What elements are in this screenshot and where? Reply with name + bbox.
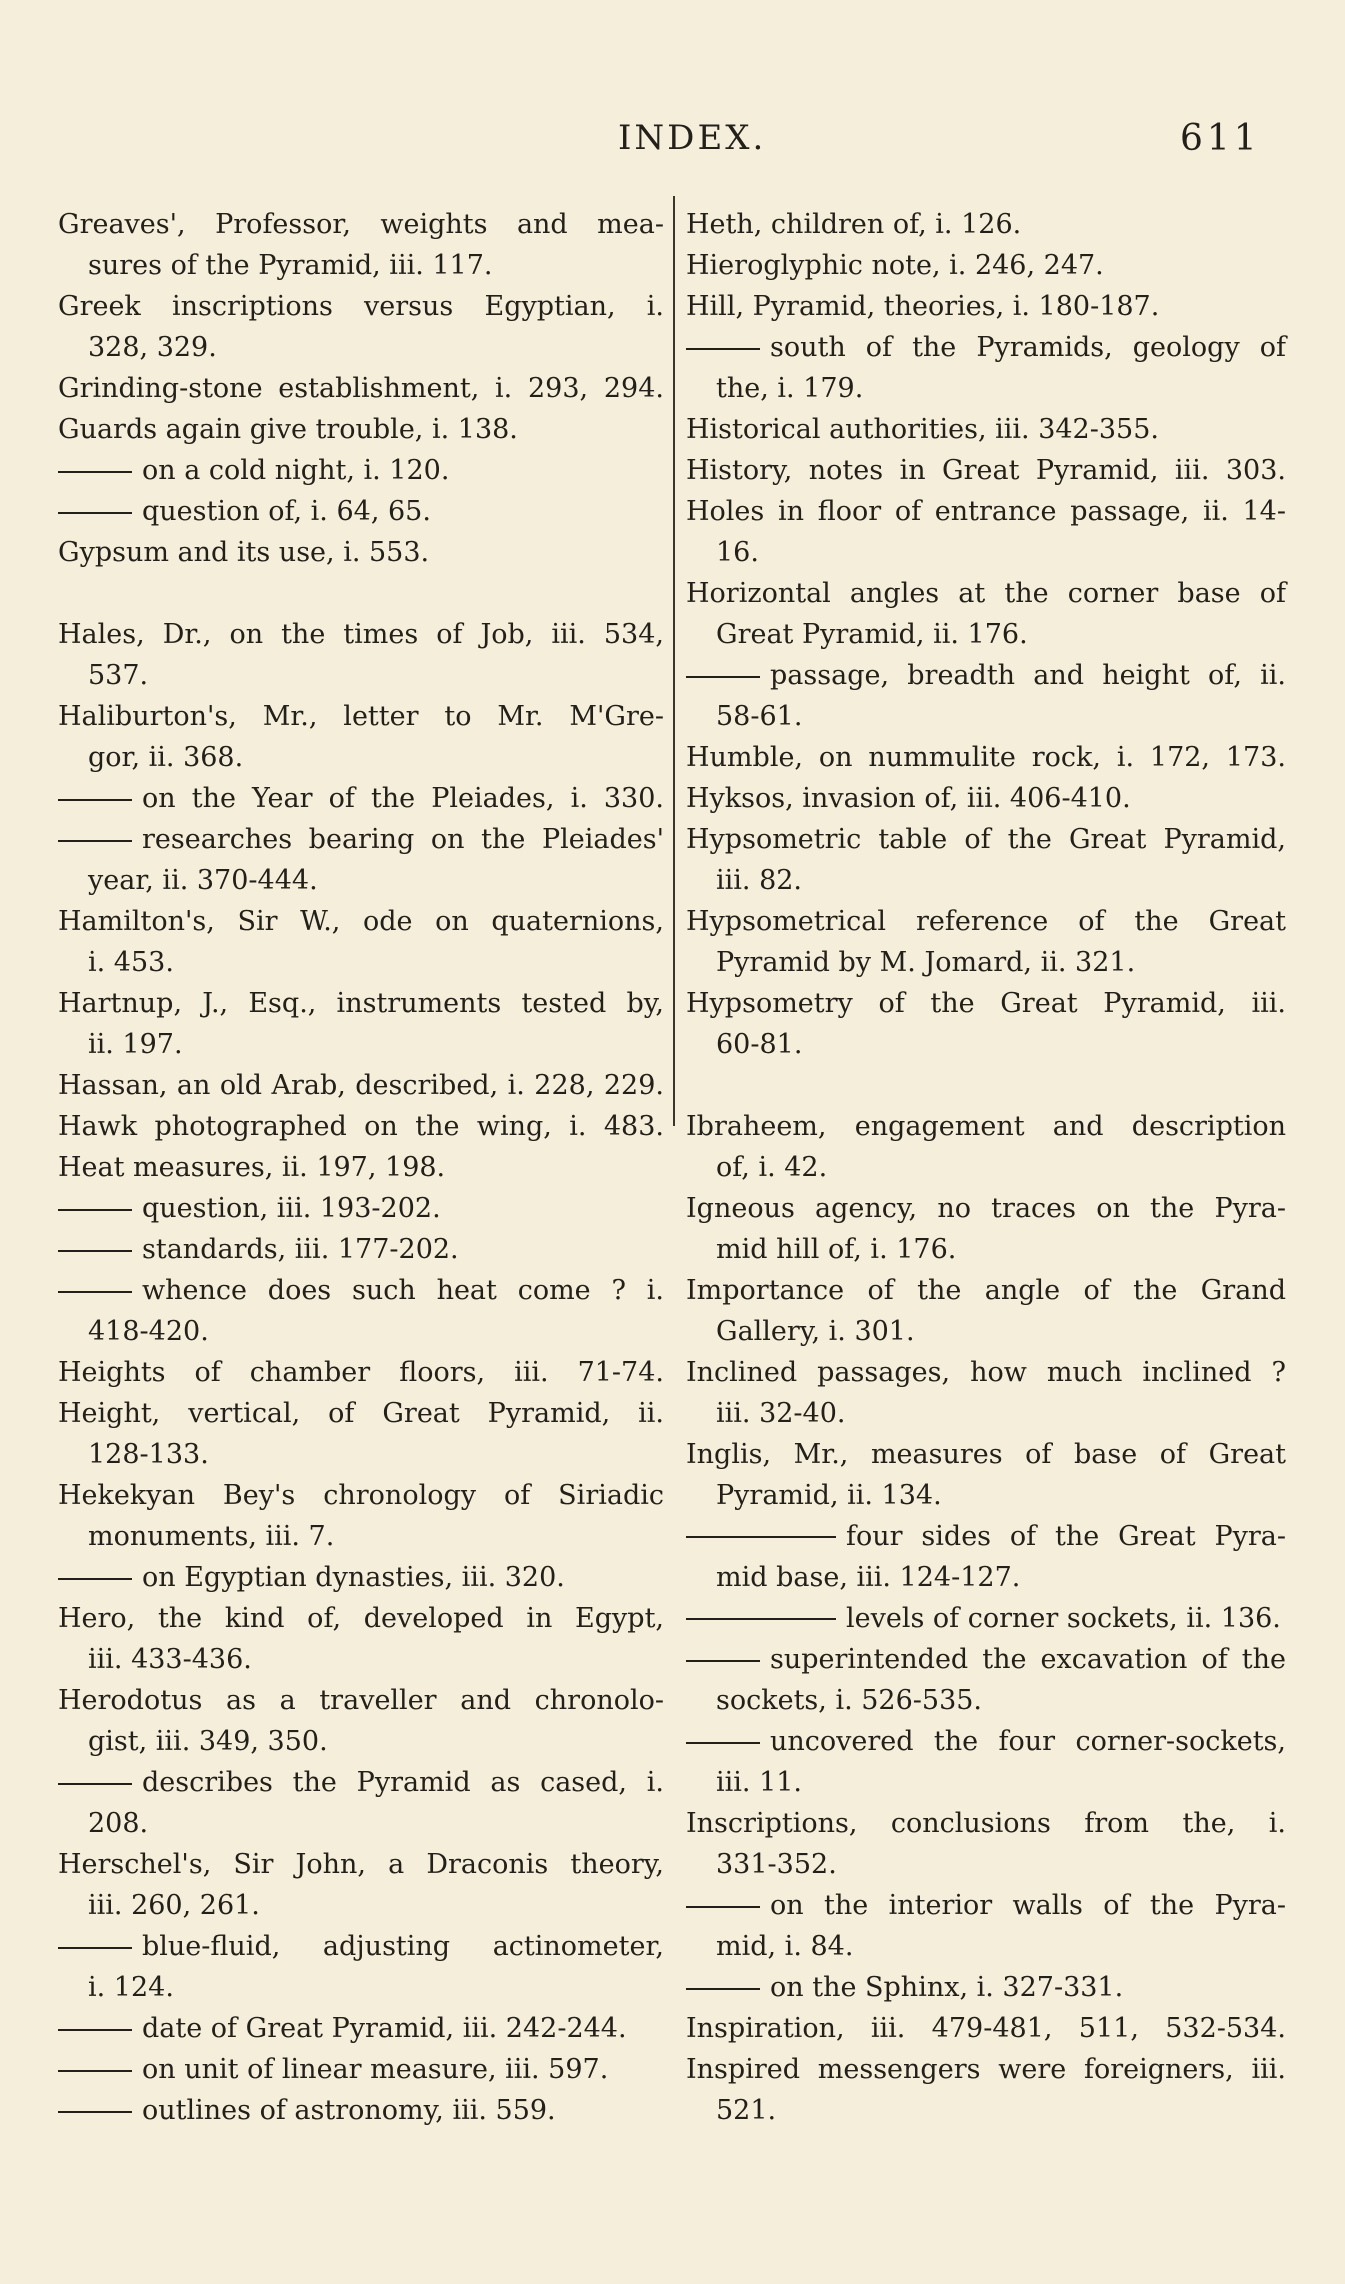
- index-subentry: [58, 778, 664, 819]
- ditto-dash: [58, 512, 132, 514]
- index-line: gor, ii. 368.: [88, 742, 244, 773]
- index-line: mid, i. 84.: [716, 1931, 854, 1962]
- right-column: [686, 204, 1286, 2131]
- index-line: on the interior walls of the Pyra-: [770, 1890, 1286, 1921]
- ditto-dash: [686, 676, 760, 678]
- index-line: gist, iii. 349, 350.: [88, 1726, 328, 1757]
- index-line: Gypsum and its use, i. 553.: [58, 537, 430, 568]
- index-subentry: [58, 1229, 664, 1270]
- index-subentry: [686, 1516, 1286, 1557]
- index-line: ii. 197.: [88, 1029, 183, 1060]
- index-line: levels of corner sockets, ii. 136.: [846, 1603, 1281, 1634]
- index-line: Hassan, an old Arab, described, i. 228, 229.: [58, 1070, 664, 1101]
- index-line: on a cold night, i. 120.: [142, 455, 450, 486]
- index-line: Holes in floor of entrance passage, ii. 14-: [686, 496, 1286, 527]
- index-line: 128-133.: [88, 1439, 209, 1470]
- index-line: south of the Pyramids, geology of: [770, 332, 1286, 363]
- index-line: Herodotus as a traveller and chronolo-: [58, 1685, 664, 1716]
- index-line: superintended the excavation of the: [770, 1644, 1286, 1675]
- index-subentry: [58, 2008, 664, 2049]
- index-line: i. 453.: [88, 947, 174, 978]
- index-line: iii. 32-40.: [716, 1398, 846, 1429]
- index-line: 16.: [716, 537, 759, 568]
- ditto-dash: [58, 1291, 132, 1293]
- index-line: 418-420.: [88, 1316, 209, 1347]
- ditto-dash: [686, 1660, 760, 1662]
- index-line: uncovered the four corner-sockets,: [770, 1726, 1286, 1757]
- index-line: 537.: [88, 660, 149, 691]
- section-gap: [686, 1065, 1286, 1106]
- index-line: Ibraheem, engagement and description: [686, 1111, 1286, 1142]
- ditto-dash: [58, 799, 132, 801]
- index-line: the, i. 179.: [716, 373, 864, 404]
- index-line: on Egyptian dynasties, iii. 320.: [142, 1562, 565, 1593]
- index-subentry: [58, 491, 664, 532]
- index-line: iii. 11.: [716, 1767, 803, 1798]
- ditto-dash: [58, 471, 132, 473]
- ditto-dash: [58, 2111, 132, 2113]
- index-line: 208.: [88, 1808, 149, 1839]
- index-line: blue-fluid, adjusting actinometer,: [142, 1931, 664, 1962]
- index-line: Great Pyramid, ii. 176.: [716, 619, 1028, 650]
- index-line: of, i. 42.: [716, 1152, 828, 1183]
- index-line: 328, 329.: [88, 332, 217, 363]
- index-subentry: [686, 1885, 1286, 1926]
- index-line: 58-61.: [716, 701, 803, 732]
- index-line: Hyksos, invasion of, iii. 406-410.: [686, 783, 1131, 814]
- index-line: Haliburton's, Mr., letter to Mr. M'Gre-: [58, 701, 664, 732]
- ditto-dash: [58, 1783, 132, 1785]
- index-line: researches bearing on the Pleiades': [142, 824, 664, 855]
- ditto-dash: [58, 1947, 132, 1949]
- index-line: sures of the Pyramid, iii. 117.: [88, 250, 493, 281]
- ditto-dash: [58, 1578, 132, 1580]
- ditto-dash: [58, 840, 132, 842]
- index-subentry: [686, 1598, 1286, 1639]
- page-header: [0, 118, 1345, 166]
- ditto-dash: [58, 2029, 132, 2031]
- index-line: Inglis, Mr., measures of base of Great: [686, 1439, 1286, 1470]
- ditto-dash: [686, 348, 760, 350]
- index-line: on the Sphinx, i. 327-331.: [770, 1972, 1124, 2003]
- index-subentry: [58, 1926, 664, 1967]
- index-line: Historical authorities, iii. 342-355.: [686, 414, 1159, 445]
- index-subentry: [686, 1721, 1286, 1762]
- index-line: Hypsometrical reference of the Great: [686, 906, 1286, 937]
- ditto-dash: [58, 1250, 132, 1252]
- index-line: Greaves', Professor, weights and mea-: [58, 209, 664, 240]
- index-line: question, iii. 193-202.: [142, 1193, 441, 1224]
- ditto-dash: [686, 1988, 760, 1990]
- index-line: Greek inscriptions versus Egyptian, i.: [58, 291, 664, 322]
- index-line: Hypsometry of the Great Pyramid, iii.: [686, 988, 1286, 1019]
- index-line: Hales, Dr., on the times of Job, iii. 534,: [58, 619, 664, 650]
- index-line: Hill, Pyramid, theories, i. 180-187.: [686, 291, 1160, 322]
- index-subentry: [58, 450, 664, 491]
- index-line: iii. 260, 261.: [88, 1890, 260, 1921]
- index-line: Hawk photographed on the wing, i. 483.: [58, 1111, 664, 1142]
- double-ditto-dash: [686, 1618, 836, 1622]
- index-subentry: [58, 2049, 664, 2090]
- index-subentry: [58, 1188, 664, 1229]
- ditto-dash: [686, 1906, 760, 1908]
- index-line: Inclined passages, how much inclined ?: [686, 1357, 1286, 1388]
- index-line: Inspired messengers were foreigners, iii.: [686, 2054, 1286, 2085]
- running-title: INDEX.: [618, 118, 767, 158]
- ditto-dash: [686, 1742, 760, 1744]
- index-line: 60-81.: [716, 1029, 803, 1060]
- index-line: i. 124.: [88, 1972, 174, 2003]
- index-line: Hekekyan Bey's chronology of Siriadic: [58, 1480, 664, 1511]
- section-gap: [58, 573, 664, 614]
- index-line: Igneous agency, no traces on the Pyra-: [686, 1193, 1286, 1224]
- index-line: Pyramid by M. Jomard, ii. 321.: [716, 947, 1136, 978]
- index-line: Gallery, i. 301.: [716, 1316, 915, 1347]
- left-column: [58, 204, 664, 2131]
- index-line: four sides of the Great Pyra-: [846, 1521, 1286, 1552]
- index-line: describes the Pyramid as cased, i.: [142, 1767, 664, 1798]
- page-number: 611: [1180, 118, 1261, 159]
- index-subentry: [58, 819, 664, 860]
- index-line: mid base, iii. 124-127.: [716, 1562, 1021, 1593]
- index-line: Hamilton's, Sir W., ode on quaternions,: [58, 906, 664, 937]
- index-line: Importance of the angle of the Grand: [686, 1275, 1286, 1306]
- index-subentry: [58, 1557, 664, 1598]
- index-line: Herschel's, Sir John, a Draconis theory,: [58, 1849, 664, 1880]
- index-line: Grinding-stone establishment, i. 293, 294.: [58, 373, 664, 404]
- index-line: date of Great Pyramid, iii. 242-244.: [142, 2013, 627, 2044]
- index-line: iii. 433-436.: [88, 1644, 252, 1675]
- index-line: 521.: [716, 2095, 777, 2126]
- index-line: sockets, i. 526-535.: [716, 1685, 983, 1716]
- index-line: Height, vertical, of Great Pyramid, ii.: [58, 1398, 664, 1429]
- index-line: Inscriptions, conclusions from the, i.: [686, 1808, 1286, 1839]
- index-subentry: [58, 1270, 664, 1311]
- index-line: Guards again give trouble, i. 138.: [58, 414, 518, 445]
- index-subentry: [686, 1639, 1286, 1680]
- index-line: Inspiration, iii. 479-481, 511, 532-534.: [686, 2013, 1286, 2044]
- index-subentry: [58, 1762, 664, 1803]
- index-line: standards, iii. 177-202.: [142, 1234, 459, 1265]
- index-line: Heth, children of, i. 126.: [686, 209, 1022, 240]
- index-line: Humble, on nummulite rock, i. 172, 173.: [686, 742, 1286, 773]
- index-subentry: [686, 327, 1286, 368]
- index-line: Heights of chamber floors, iii. 71-74.: [58, 1357, 664, 1388]
- index-line: Hieroglyphic note, i. 246, 247.: [686, 250, 1104, 281]
- index-line: Hero, the kind of, developed in Egypt,: [58, 1603, 664, 1634]
- index-line: Pyramid, ii. 134.: [716, 1480, 942, 1511]
- index-line: on unit of linear measure, iii. 597.: [142, 2054, 609, 2085]
- index-line: Heat measures, ii. 197, 198.: [58, 1152, 446, 1183]
- index-line: whence does such heat come ? i.: [142, 1275, 664, 1306]
- index-line: passage, breadth and height of, ii.: [770, 660, 1286, 691]
- index-line: mid hill of, i. 176.: [716, 1234, 957, 1265]
- index-line: on the Year of the Pleiades, i. 330.: [142, 783, 664, 814]
- index-subentry: [686, 1967, 1286, 2008]
- index-line: Hypsometric table of the Great Pyramid,: [686, 824, 1286, 855]
- index-line: year, ii. 370-444.: [88, 865, 318, 896]
- index-subentry: [58, 2090, 664, 2131]
- index-line: monuments, iii. 7.: [88, 1521, 335, 1552]
- ditto-dash: [58, 2070, 132, 2072]
- column-divider: [673, 196, 675, 1126]
- index-line: outlines of astronomy, iii. 559.: [142, 2095, 556, 2126]
- index-line: Horizontal angles at the corner base of: [686, 578, 1286, 609]
- index-subentry: [686, 655, 1286, 696]
- index-line: question of, i. 64, 65.: [142, 496, 431, 527]
- index-line: Hartnup, J., Esq., instruments tested by,: [58, 988, 664, 1019]
- double-ditto-dash: [686, 1536, 836, 1540]
- index-line: iii. 82.: [716, 865, 803, 896]
- index-line: 331-352.: [716, 1849, 837, 1880]
- index-line: History, notes in Great Pyramid, iii. 303.: [686, 455, 1286, 486]
- ditto-dash: [58, 1209, 132, 1211]
